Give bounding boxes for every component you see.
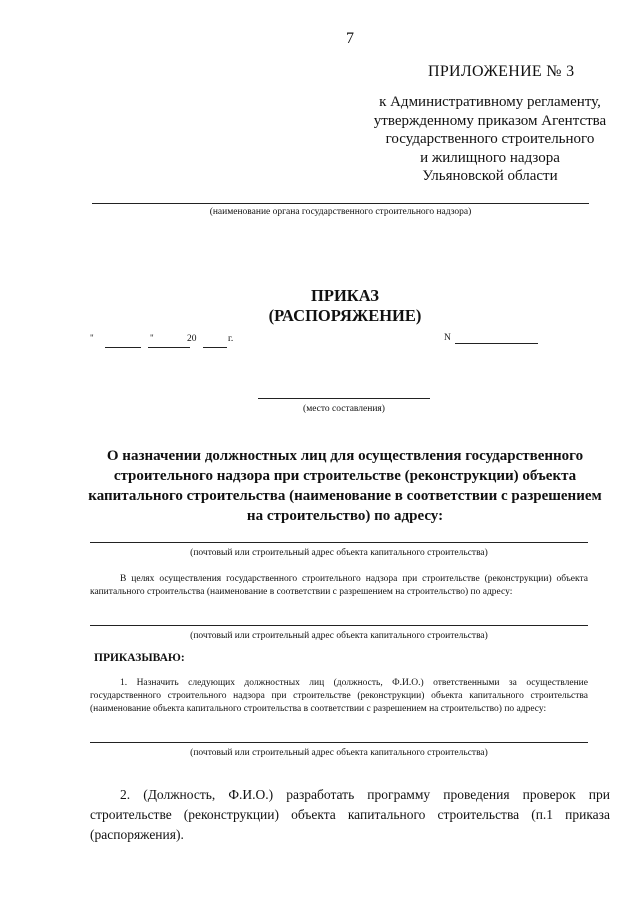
year-suffix: г. bbox=[228, 334, 234, 344]
appendix-line: государственного строительного bbox=[385, 131, 595, 147]
number-label: N bbox=[444, 333, 451, 343]
date-quote-close: " bbox=[150, 333, 154, 343]
date-quote-open: " bbox=[90, 333, 94, 343]
appendix-line: к Административному регламенту, bbox=[379, 94, 601, 110]
appendix-line: Ульяновской области bbox=[422, 168, 558, 184]
appendix-line: утвержденному приказом Агентства bbox=[373, 112, 607, 129]
year-fill-line[interactable] bbox=[203, 347, 227, 348]
intro-paragraph: В целях осуществления государственного строительного надзора при строительстве (реконструкции) объекта капитального строительства (наименование в соответствии с разрешением на строительство) по адресу: bbox=[90, 574, 588, 597]
address-fill-line[interactable] bbox=[90, 542, 588, 543]
appendix-line: и жилищного надзора bbox=[420, 149, 560, 166]
authority-caption: (наименование органа государственного строительного надзора) bbox=[209, 207, 472, 217]
place-fill-line[interactable] bbox=[258, 398, 430, 399]
point-2: 2. (Должность, Ф.И.О.) разработать программу проведения проверок при строительстве (реконструкции) объекта капитального строительства (п.1 приказа (распоряжения). bbox=[90, 787, 610, 842]
address-caption: (почтовый или строительный адрес объекта капитального строительства) bbox=[190, 631, 488, 641]
address-caption: (почтовый или строительный адрес объекта капитального строительства) bbox=[190, 548, 488, 558]
order-heading: О назначении должностных лиц для осуществления государственного строительного надзора при строительстве (реконструкции) объекта капитального строительства (наименование в соответствии с разрешением на строительство) по адресу: bbox=[88, 448, 602, 524]
order-subtitle: (РАСПОРЯЖЕНИЕ) bbox=[268, 306, 422, 325]
order-word: ПРИКАЗЫВАЮ: bbox=[94, 652, 185, 664]
appendix-subtitle bbox=[355, 93, 625, 186]
address-fill-line[interactable] bbox=[90, 625, 588, 626]
page-number: 7 bbox=[346, 30, 354, 47]
authority-fill-line[interactable] bbox=[92, 203, 589, 204]
year-prefix: 20 bbox=[187, 334, 197, 344]
appendix-title: ПРИЛОЖЕНИЕ № 3 bbox=[428, 63, 575, 80]
address-caption: (почтовый или строительный адрес объекта капитального строительства) bbox=[190, 748, 488, 758]
month-fill-line[interactable] bbox=[148, 347, 190, 348]
number-fill-line[interactable] bbox=[455, 343, 538, 344]
address-fill-line[interactable] bbox=[90, 742, 588, 743]
order-title: ПРИКАЗ bbox=[311, 286, 379, 305]
day-fill-line[interactable] bbox=[105, 347, 141, 348]
point-1: 1. Назначить следующих должностных лиц (должность, Ф.И.О.) ответственными за осуществление государственного строительного надзора при строительстве (реконструкции) объекта капитального строительства (наименование объекта капитального строительства в соответствии с разрешением на строительство) по адресу: bbox=[90, 678, 588, 714]
place-caption: (место составления) bbox=[303, 404, 385, 414]
